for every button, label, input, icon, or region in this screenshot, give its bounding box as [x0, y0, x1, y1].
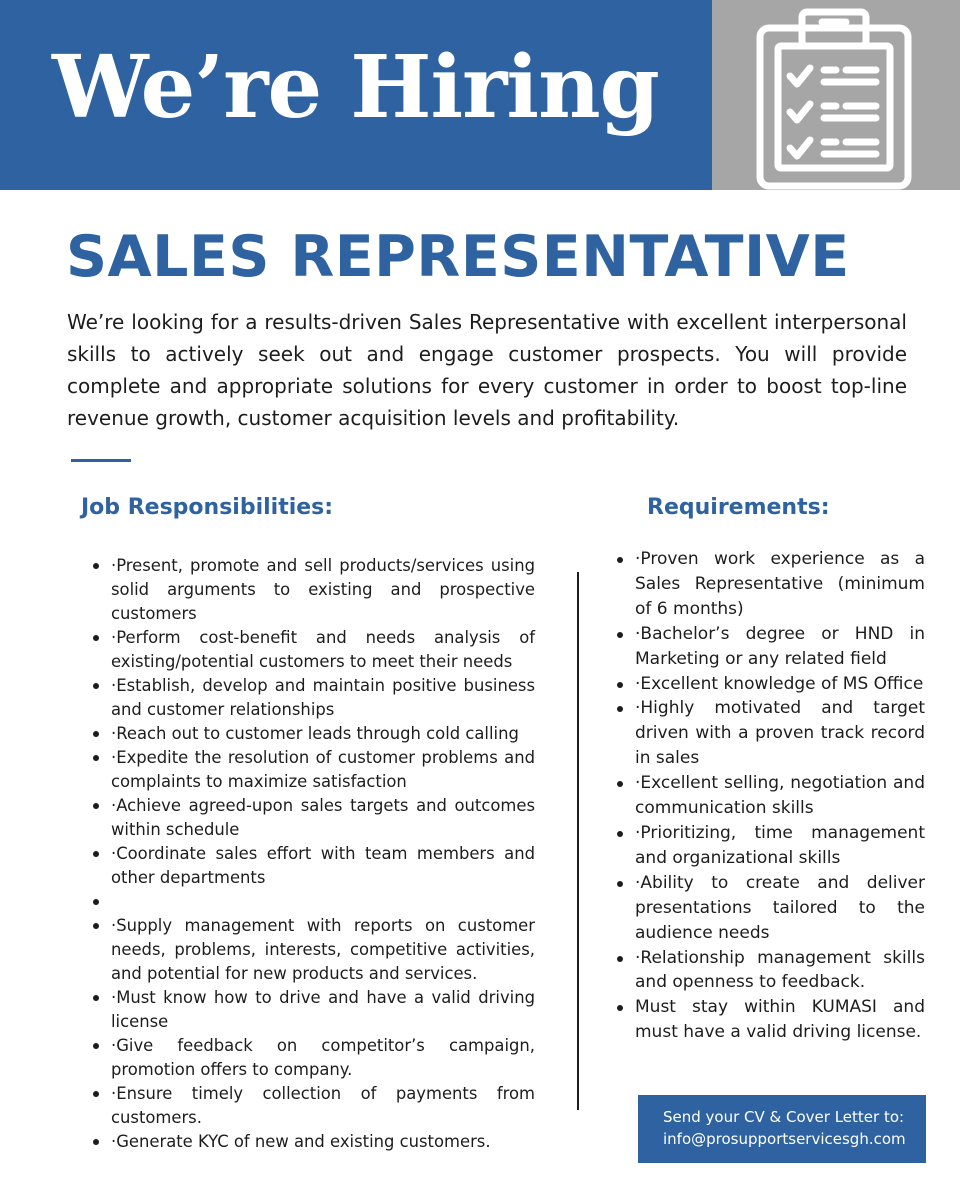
list-item: ·Achieve agreed-upon sales targets and outcomes within schedule: [111, 794, 535, 842]
list-item: ·Present, promote and sell products/services using solid arguments to existing and prospective customers: [111, 554, 535, 626]
list-item: ·Excellent selling, negotiation and communication skills: [635, 771, 925, 821]
job-description: We’re looking for a results-driven Sales Representative with excellent interpersonal skills to actively seek out and engage customer prospects. You will provide complete and appropriate solutions for every customer in order to boost top-line revenue growth, customer acquisition levels and profitability.: [67, 310, 907, 430]
list-item: ·Highly motivated and target driven with a proven track record in sales: [635, 696, 925, 771]
list-item-empty: [111, 890, 535, 914]
list-item: ·Reach out to customer leads through cold calling: [111, 722, 535, 746]
list-item: ·Generate KYC of new and existing customers.: [111, 1130, 535, 1154]
list-item: ·Expedite the resolution of customer problems and complaints to maximize satisfaction: [111, 746, 535, 794]
list-item: ·Prioritizing, time management and organizational skills: [635, 821, 925, 871]
column-divider: [577, 572, 579, 1110]
list-item: ·Must know how to drive and have a valid driving license: [111, 986, 535, 1034]
contact-email[interactable]: info@prosupportservicesgh.com: [663, 1130, 906, 1148]
list-item: ·Bachelor’s degree or HND in Marketing or any related field: [635, 622, 925, 672]
responsibilities-heading: Job Responsibilities:: [81, 495, 334, 520]
clipboard-checklist-icon: [752, 4, 922, 190]
requirements-list: [635, 547, 925, 1045]
list-item: ·Give feedback on competitor’s campaign, promotion offers to company.: [111, 1034, 535, 1082]
page-title: We’re Hiring: [52, 37, 659, 138]
requirements-heading: Requirements:: [647, 495, 830, 520]
list-item: ·Ensure timely collection of payments from customers.: [111, 1082, 535, 1130]
list-item: ·Ability to create and deliver presentations tailored to the audience needs: [635, 871, 925, 946]
job-title: SALES REPRESENTATIVE: [66, 224, 850, 290]
icon-panel: [712, 0, 960, 190]
list-item: ·Relationship management skills and openness to feedback.: [635, 946, 925, 996]
list-item: ·Excellent knowledge of MS Office: [635, 672, 925, 697]
header-banner: [0, 0, 712, 190]
list-item: ·Coordinate sales effort with team members and other departments: [111, 842, 535, 890]
list-item: ·Proven work experience as a Sales Representative (minimum of 6 months): [635, 547, 925, 622]
list-item: ·Establish, develop and maintain positive business and customer relationships: [111, 674, 535, 722]
list-item: ·Perform cost-benefit and needs analysis of existing/potential customers to meet their needs: [111, 626, 535, 674]
contact-box: [638, 1095, 926, 1163]
responsibilities-list: [111, 554, 535, 1154]
contact-instruction: Send your CV & Cover Letter to:: [663, 1108, 905, 1126]
list-item: Must stay within KUMASI and must have a valid driving license.: [635, 995, 925, 1045]
list-item: ·Supply management with reports on customer needs, problems, interests, competitive activities, and potential for new products and services.: [111, 914, 535, 986]
accent-divider: [71, 459, 131, 462]
